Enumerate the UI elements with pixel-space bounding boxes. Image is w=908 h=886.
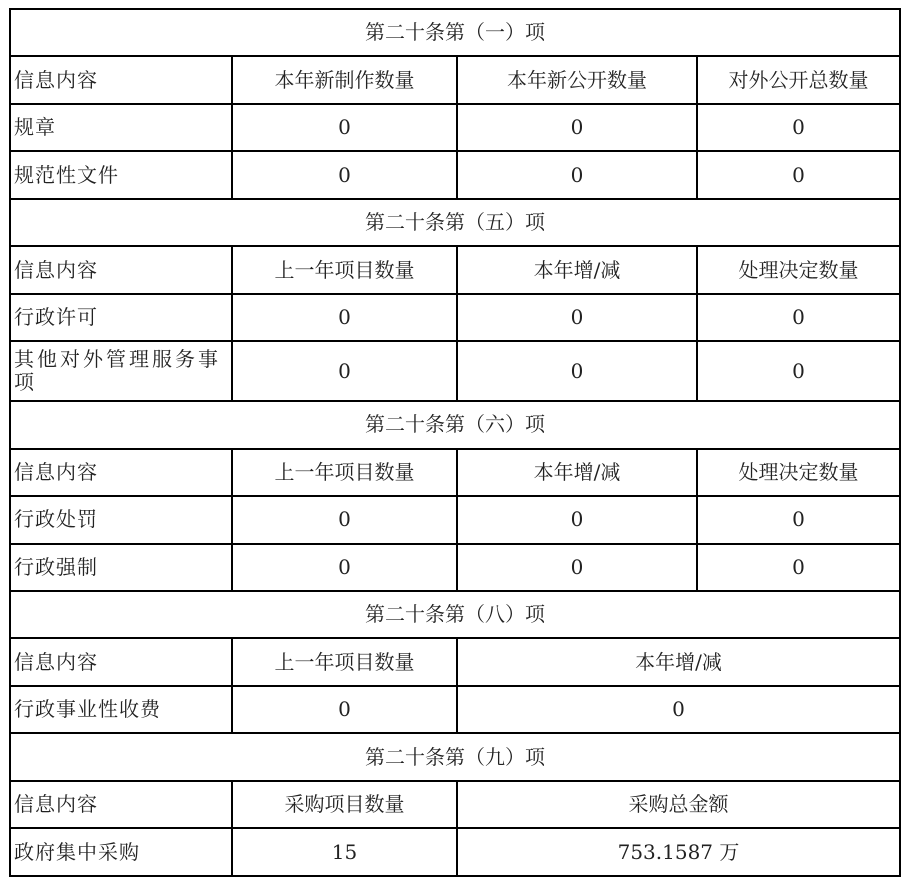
header-cell: 处理决定数量	[697, 246, 900, 293]
value-cell: 0	[697, 104, 900, 151]
header-cell: 采购总金额	[457, 781, 900, 828]
table-row	[10, 294, 900, 341]
row-label: 行政许可	[10, 294, 232, 341]
value-cell: 0	[457, 686, 900, 733]
disclosure-table	[9, 8, 901, 877]
section-title-row	[10, 199, 900, 246]
table-row	[10, 104, 900, 151]
table-row	[10, 544, 900, 591]
value-cell: 0	[697, 496, 900, 543]
value-cell: 0	[232, 104, 457, 151]
value-cell: 0	[457, 544, 697, 591]
section-title-row	[10, 733, 900, 780]
value-cell: 0	[232, 496, 457, 543]
header-row	[10, 638, 900, 685]
row-label: 行政强制	[10, 544, 232, 591]
header-cell: 信息内容	[10, 449, 232, 496]
header-cell: 采购项目数量	[232, 781, 457, 828]
value-cell: 0	[232, 686, 457, 733]
header-cell: 处理决定数量	[697, 449, 900, 496]
header-row	[10, 449, 900, 496]
value-cell: 0	[232, 294, 457, 341]
header-cell: 上一年项目数量	[232, 449, 457, 496]
table-row	[10, 151, 900, 198]
table-row	[10, 341, 900, 401]
table-row	[10, 828, 900, 876]
header-row	[10, 781, 900, 828]
section-title-row	[10, 401, 900, 448]
value-cell: 753.1587 万	[457, 828, 900, 876]
value-cell: 0	[232, 544, 457, 591]
section-title: 第二十条第（一）项	[10, 9, 900, 56]
section-title: 第二十条第（九）项	[10, 733, 900, 780]
header-cell: 本年增/减	[457, 246, 697, 293]
section-title-row	[10, 9, 900, 56]
value-cell: 0	[457, 104, 697, 151]
row-label: 规章	[10, 104, 232, 151]
header-cell: 本年新制作数量	[232, 56, 457, 103]
value-cell: 0	[457, 341, 697, 401]
header-cell: 信息内容	[10, 246, 232, 293]
header-row	[10, 246, 900, 293]
value-cell: 0	[697, 544, 900, 591]
header-cell: 上一年项目数量	[232, 246, 457, 293]
value-cell: 0	[697, 294, 900, 341]
section-title: 第二十条第（六）项	[10, 401, 900, 448]
row-label: 行政事业性收费	[10, 686, 232, 733]
value-cell: 0	[697, 151, 900, 198]
section-title: 第二十条第（八）项	[10, 591, 900, 638]
value-cell: 0	[457, 496, 697, 543]
value-cell: 0	[232, 341, 457, 401]
header-cell: 本年增/减	[457, 449, 697, 496]
header-cell: 信息内容	[10, 781, 232, 828]
header-cell: 本年增/减	[457, 638, 900, 685]
value-cell: 15	[232, 828, 457, 876]
table-row	[10, 496, 900, 543]
value-cell: 0	[457, 294, 697, 341]
value-cell: 0	[232, 151, 457, 198]
row-label: 行政处罚	[10, 496, 232, 543]
header-cell: 信息内容	[10, 638, 232, 685]
header-cell: 对外公开总数量	[697, 56, 900, 103]
row-label: 政府集中采购	[10, 828, 232, 876]
row-label: 规范性文件	[10, 151, 232, 198]
header-cell: 本年新公开数量	[457, 56, 697, 103]
header-cell: 上一年项目数量	[232, 638, 457, 685]
table-row	[10, 686, 900, 733]
header-cell: 信息内容	[10, 56, 232, 103]
value-cell: 0	[697, 341, 900, 401]
value-cell: 0	[457, 151, 697, 198]
header-row	[10, 56, 900, 103]
row-label: 其他对外管理服务事项	[10, 341, 232, 401]
section-title: 第二十条第（五）项	[10, 199, 900, 246]
section-title-row	[10, 591, 900, 638]
